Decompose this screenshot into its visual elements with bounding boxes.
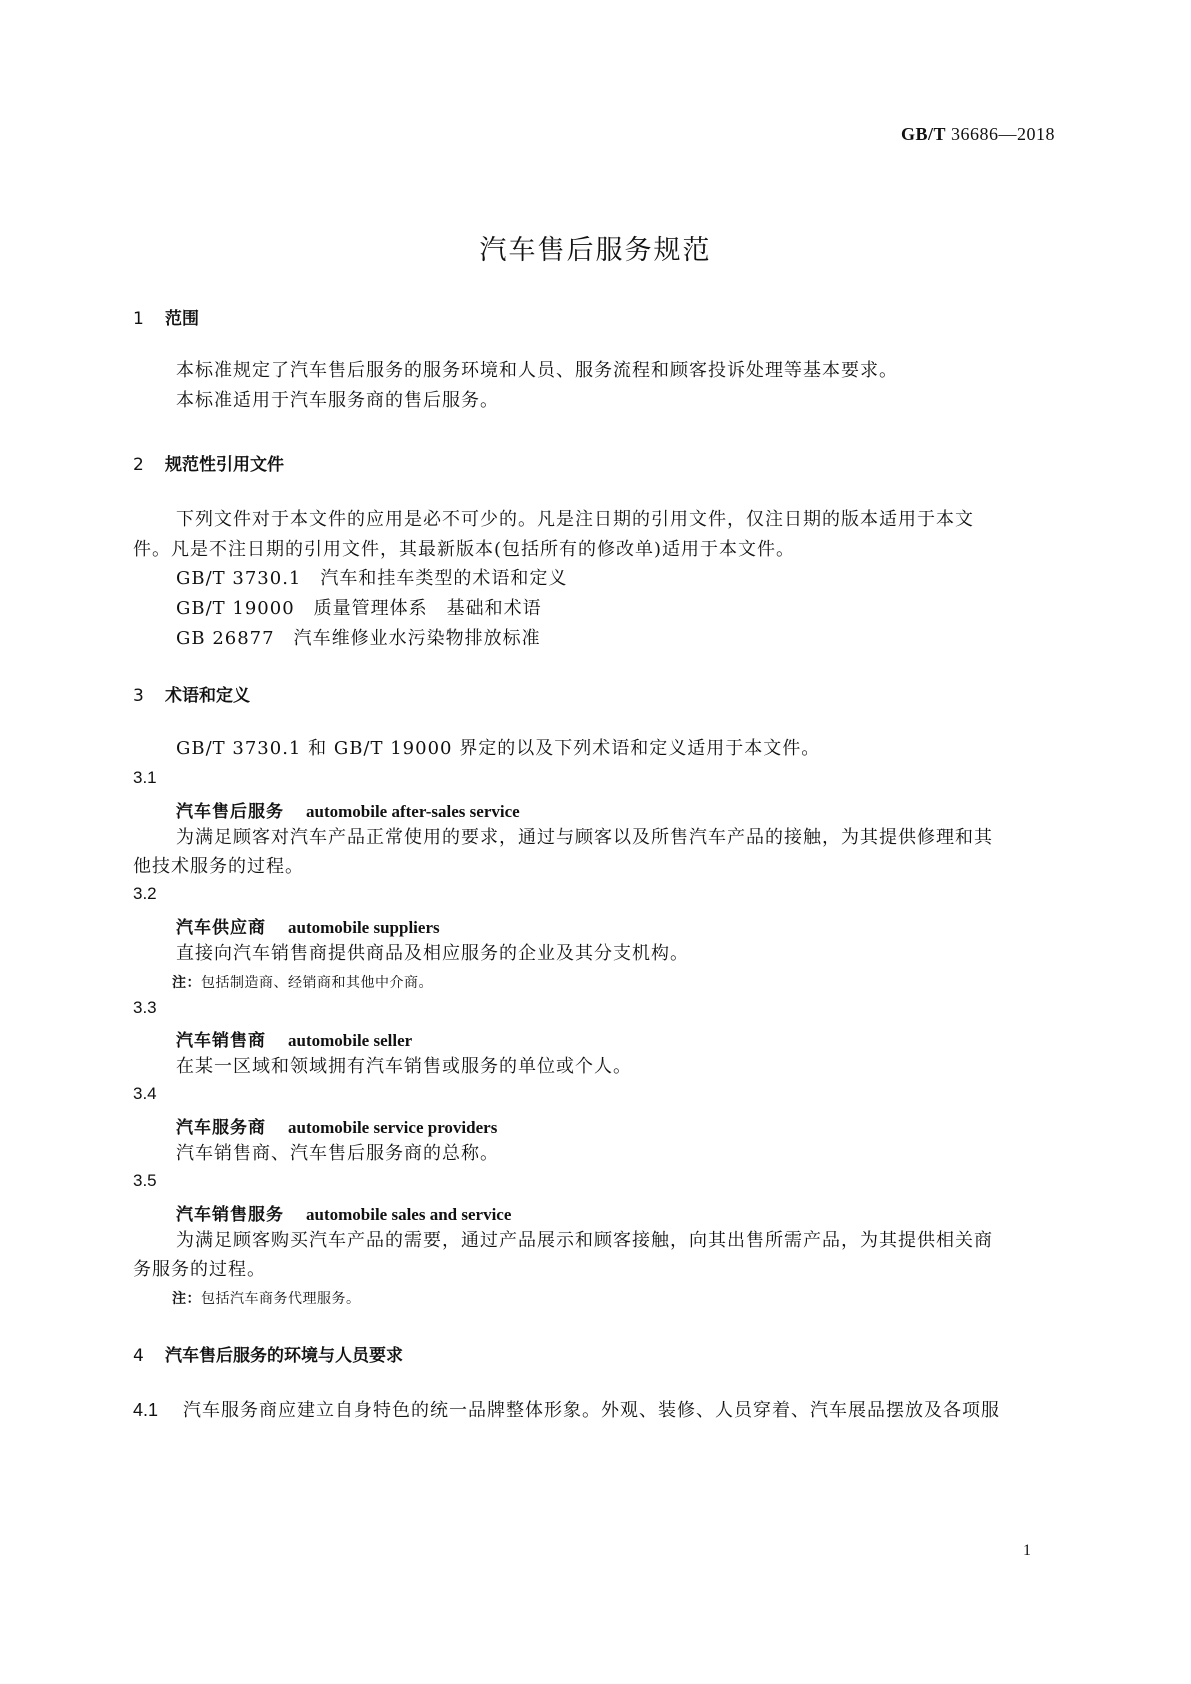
standard-number: 36686—2018 [951, 124, 1055, 144]
term-entry [176, 797, 520, 822]
section-4-heading [133, 1341, 403, 1366]
note-label: 注： [172, 975, 201, 991]
section-1-paragraph-2: 本标准适用于汽车服务商的售后服务。 [176, 390, 499, 411]
section-number: 3 [133, 686, 144, 706]
term-number: 3.5 [133, 1171, 157, 1190]
term-english: automobile sales and service [306, 1205, 512, 1224]
term-english: automobile seller [288, 1031, 413, 1050]
term-chinese: 汽车销售商 [176, 1031, 266, 1051]
section-3-intro: GB/T 3730.1 和 GB/T 19000 界定的以及下列术语和定义适用于本文件。 [176, 738, 821, 759]
section-title: 规范性引用文件 [165, 455, 284, 475]
term-note [172, 1288, 361, 1308]
term-chinese: 汽车售后服务 [176, 802, 284, 822]
section-number: 2 [133, 455, 144, 475]
section-number: 1 [133, 309, 144, 329]
term-entry [176, 913, 440, 938]
normative-reference: GB 26877 汽车维修业水污染物排放标准 [176, 628, 541, 649]
term-number: 3.4 [133, 1084, 157, 1103]
term-chinese: 汽车供应商 [176, 918, 266, 938]
section-2-heading [133, 450, 284, 475]
normative-reference: GB/T 3730.1 汽车和挂车类型的术语和定义 [176, 568, 568, 589]
section-number: 4 [133, 1346, 144, 1366]
term-entry [176, 1200, 511, 1225]
section-1-paragraph-1: 本标准规定了汽车售后服务的服务环境和人员、服务流程和顾客投诉处理等基本要求。 [176, 360, 898, 381]
term-english: automobile service providers [288, 1118, 498, 1137]
note-text: 包括汽车商务代理服务。 [201, 1291, 361, 1307]
term-definition-line-2: 他技术服务的过程。 [133, 856, 304, 877]
term-english: automobile after-sales service [306, 802, 520, 821]
standard-prefix: GB/T [900, 124, 946, 144]
term-english: automobile suppliers [288, 918, 440, 937]
term-definition-line-1: 在某一区域和领域拥有汽车销售或服务的单位或个人。 [176, 1056, 632, 1077]
term-definition-line-2: 务服务的过程。 [133, 1259, 266, 1280]
normative-reference: GB/T 19000 质量管理体系 基础和术语 [176, 598, 542, 619]
section-1-heading [133, 304, 199, 329]
term-number: 3.3 [133, 998, 157, 1017]
document-title: 汽车售后服务规范 [479, 235, 712, 266]
note-text: 包括制造商、经销商和其他中介商。 [201, 975, 433, 991]
term-definition-line-1: 为满足顾客对汽车产品正常使用的要求，通过与顾客以及所售汽车产品的接触，为其提供修理和其 [176, 827, 993, 848]
clause-number: 4.1 [133, 1400, 159, 1420]
section-title: 术语和定义 [165, 686, 250, 706]
term-number: 3.1 [133, 768, 157, 787]
section-title: 汽车售后服务的环境与人员要求 [165, 1346, 403, 1366]
section-title: 范围 [165, 309, 199, 329]
term-chinese: 汽车服务商 [176, 1118, 266, 1138]
term-number: 3.2 [133, 884, 157, 903]
clause-text: 汽车服务商应建立自身特色的统一品牌整体形象。外观、装修、人员穿着、汽车展品摆放及各项服 [183, 1400, 1000, 1421]
clause-4-1 [133, 1396, 1000, 1422]
term-definition-line-1: 直接向汽车销售商提供商品及相应服务的企业及其分支机构。 [176, 943, 689, 964]
section-2-paragraph-line-1: 下列文件对于本文件的应用是必不可少的。凡是注日期的引用文件，仅注日期的版本适用于本文 [176, 509, 974, 530]
standard-code [901, 124, 1055, 145]
section-2-paragraph-line-2: 件。凡是不注日期的引用文件，其最新版本(包括所有的修改单)适用于本文件。 [133, 539, 796, 560]
note-label: 注： [172, 1291, 201, 1307]
term-definition-line-1: 为满足顾客购买汽车产品的需要，通过产品展示和顾客接触，向其出售所需产品，为其提供相关商 [176, 1230, 993, 1251]
page-number: 1 [1023, 1542, 1031, 1559]
term-note [172, 972, 433, 992]
term-entry [176, 1113, 497, 1138]
term-entry [176, 1026, 412, 1051]
term-chinese: 汽车销售服务 [176, 1205, 284, 1225]
term-definition-line-1: 汽车销售商、汽车售后服务商的总称。 [176, 1143, 499, 1164]
section-3-heading [133, 681, 250, 706]
